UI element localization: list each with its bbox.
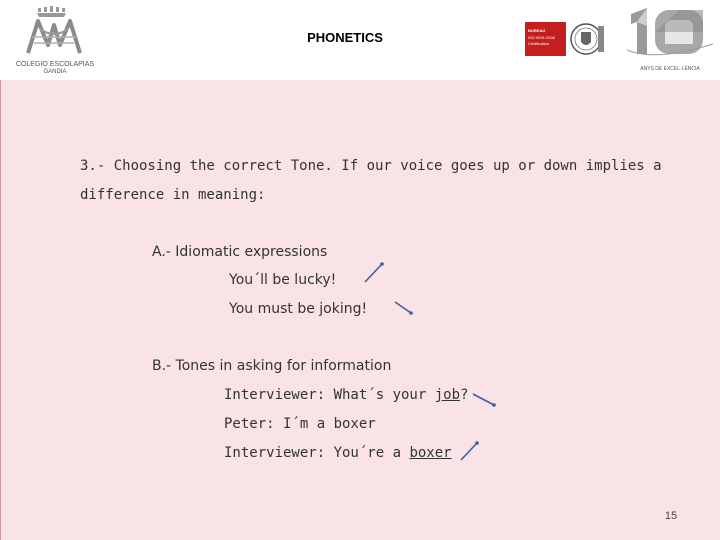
cert-line-3: Certification	[528, 41, 550, 46]
school-name: COLEGIO ESCOLAPIAS	[15, 61, 95, 68]
section-a-title: A.- Idiomatic expressions	[152, 244, 328, 260]
certification-red-box	[525, 22, 566, 56]
page-number: 15	[664, 510, 678, 522]
page-title: PHONETICS	[307, 30, 383, 45]
slide-content	[0, 80, 720, 540]
section-a-example-2: You must be joking!	[229, 301, 368, 317]
emphasized-word-job: job	[434, 387, 461, 403]
school-crest-icon	[10, 5, 100, 61]
section-b-title: B.- Tones in asking for information	[152, 358, 392, 374]
falling-tone-arrow-icon	[391, 298, 417, 318]
cert-line-2: ISO 9001:2008	[528, 35, 555, 40]
certification-badge	[525, 22, 605, 56]
dialogue-line-2: Peter: I´m a boxer	[224, 416, 376, 432]
anniversary-logo	[625, 4, 715, 76]
slide-header	[0, 0, 720, 80]
rising-tone-arrow-boxer-icon	[457, 438, 483, 464]
school-logo	[10, 5, 100, 77]
emphasized-word-boxer: boxer	[409, 445, 452, 461]
heading-line-2: difference in meaning:	[80, 187, 266, 203]
dialogue-line-1	[224, 387, 468, 403]
cert-line-1: BUREAU	[528, 28, 546, 33]
falling-tone-arrow-job-icon	[469, 388, 499, 410]
rising-tone-arrow-icon	[361, 260, 387, 286]
dialogue-line-3-prefix: Interviewer: You´re a	[224, 445, 410, 461]
ten-years-logo-icon	[625, 4, 715, 66]
dialogue-line-1-prefix: Interviewer: What´s your	[224, 387, 435, 403]
school-location: GANDIA	[43, 69, 67, 75]
section-a-example-1: You´ll be lucky!	[229, 272, 337, 288]
heading-line-1: 3.- Choosing the correct Tone. If our voice goes up or down implies a	[80, 158, 662, 174]
dialogue-line-3	[224, 445, 452, 461]
anniversary-tagline: ANYS DE EXCEL·LÈNCIA	[640, 66, 700, 72]
dialogue-line-1-suffix: ?	[460, 387, 469, 403]
bureau-veritas-seal-icon	[567, 22, 605, 56]
